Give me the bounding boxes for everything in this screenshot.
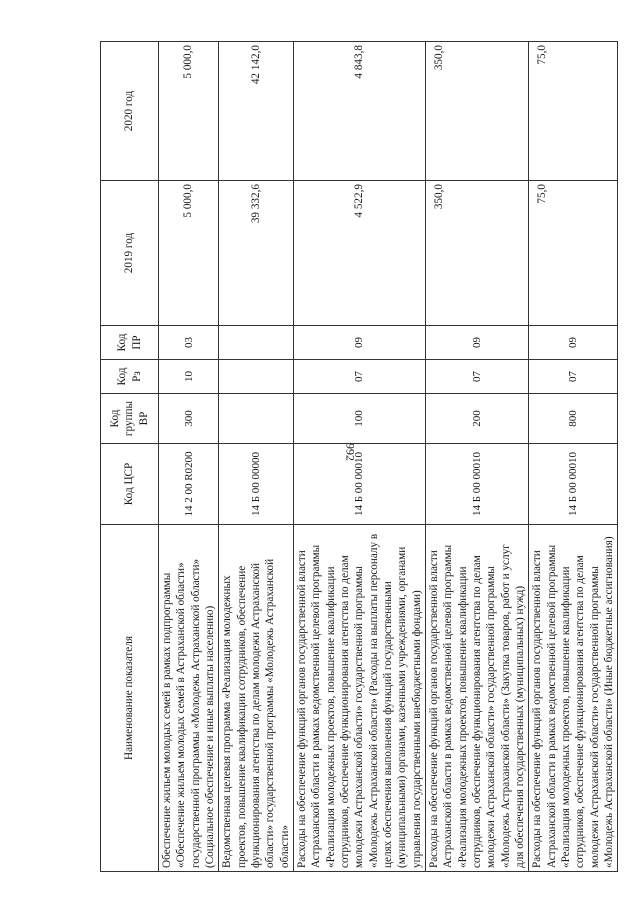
rotated-page-content	[100, 42, 615, 872]
row-csr: 14 Б 00 00010	[293, 444, 425, 525]
row-vr	[219, 394, 294, 444]
row-rz: 07	[293, 360, 425, 394]
table-row	[425, 42, 528, 872]
header-csr: Код ЦСР	[101, 444, 159, 525]
page-number: 992	[343, 443, 358, 461]
budget-table	[100, 41, 618, 872]
table-row	[159, 42, 219, 872]
row-pr	[219, 326, 294, 360]
header-rz: Код Рз	[101, 360, 159, 394]
row-vr: 800	[529, 394, 618, 444]
row-vr: 200	[425, 394, 528, 444]
row-name: Расходы на обеспечение функций органов государственной власти Астраханской области в рамках ведомственной целевой программы «Реализация молодежных проектов, повышение квалификации сотрудников, обеспечение функционирования агентства по делам молодежи Астраханской области» государственной программы «Молодежь Астраханской области» (Расходы на выплаты персоналу в целях обеспечения выполнения функций государственными (муниципальными) органами, казенными учреждениями, органами управления государственными внебюджетными фондами)	[293, 525, 425, 872]
row-2020: 4 843,8	[293, 42, 425, 181]
row-2019: 4 522,9	[293, 181, 425, 326]
table-header-row	[101, 42, 159, 872]
row-vr: 100	[293, 394, 425, 444]
row-pr: 03	[159, 326, 219, 360]
row-2020: 42 142,0	[219, 42, 294, 181]
header-vr: Код группы ВР	[101, 394, 159, 444]
header-2019: 2019 год	[101, 181, 159, 326]
row-csr: 14 Б 00 00010	[425, 444, 528, 525]
header-name: Наименование показателя	[101, 525, 159, 872]
row-2019: 5 000,0	[159, 181, 219, 326]
row-2019: 39 332,6	[219, 181, 294, 326]
row-rz: 07	[425, 360, 528, 394]
row-pr: 09	[293, 326, 425, 360]
row-rz: 10	[159, 360, 219, 394]
header-pr: Код ПР	[101, 326, 159, 360]
row-2020: 350,0	[425, 42, 528, 181]
header-2020: 2020 год	[101, 42, 159, 181]
table-row	[219, 42, 294, 872]
row-name: Расходы на обеспечение функций органов государственной власти Астраханской области в рамках ведомственной целевой программы «Реализация молодежных проектов, повышение квалификации сотрудников, обеспечение функционирования агентства по делам молодежи Астраханской области» государственной программы «Молодежь Астраханской области» (Закупка товаров, работ и услуг для обеспечения государственных (муниципальных) нужд)	[425, 525, 528, 872]
table-viewport	[100, 42, 615, 872]
row-rz: 07	[529, 360, 618, 394]
row-vr: 300	[159, 394, 219, 444]
row-2019: 350,0	[425, 181, 528, 326]
row-pr: 09	[425, 326, 528, 360]
row-csr: 14 Б 00 00000	[219, 444, 294, 525]
table-row	[293, 42, 425, 872]
row-pr: 09	[529, 326, 618, 360]
row-2020: 75,0	[529, 42, 618, 181]
row-2019: 75,0	[529, 181, 618, 326]
row-name: Расходы на обеспечение функций органов государственной власти Астраханской области в рамках ведомственной целевой программы «Реализация молодежных проектов, повышение квалификации сотрудников, обеспечение функционирования агентства по делам молодежи Астраханской области» государственной программы «Молодежь Астраханской области» (Иные бюджетные ассигнования)	[529, 525, 618, 872]
table-row	[529, 42, 618, 872]
row-rz	[219, 360, 294, 394]
row-name: Ведомственная целевая программа «Реализация молодежных проектов, повышение квалификации сотрудников, обеспечение функционирования агентства по делам молодежи Астраханской области» государственной программы «Молодежь Астраханской области»	[219, 525, 294, 872]
row-2020: 5 000,0	[159, 42, 219, 181]
row-name: Обеспечение жильем молодых семей в рамках подпрограммы «Обеспечение жильем молодых семей в Астраханской области» государственной программы «Молодежь Астраханской области» (Социальное обеспечение и иные выплаты населению)	[159, 525, 219, 872]
row-csr: 14 Б 00 00010	[529, 444, 618, 525]
row-csr: 14 2 00 R0200	[159, 444, 219, 525]
